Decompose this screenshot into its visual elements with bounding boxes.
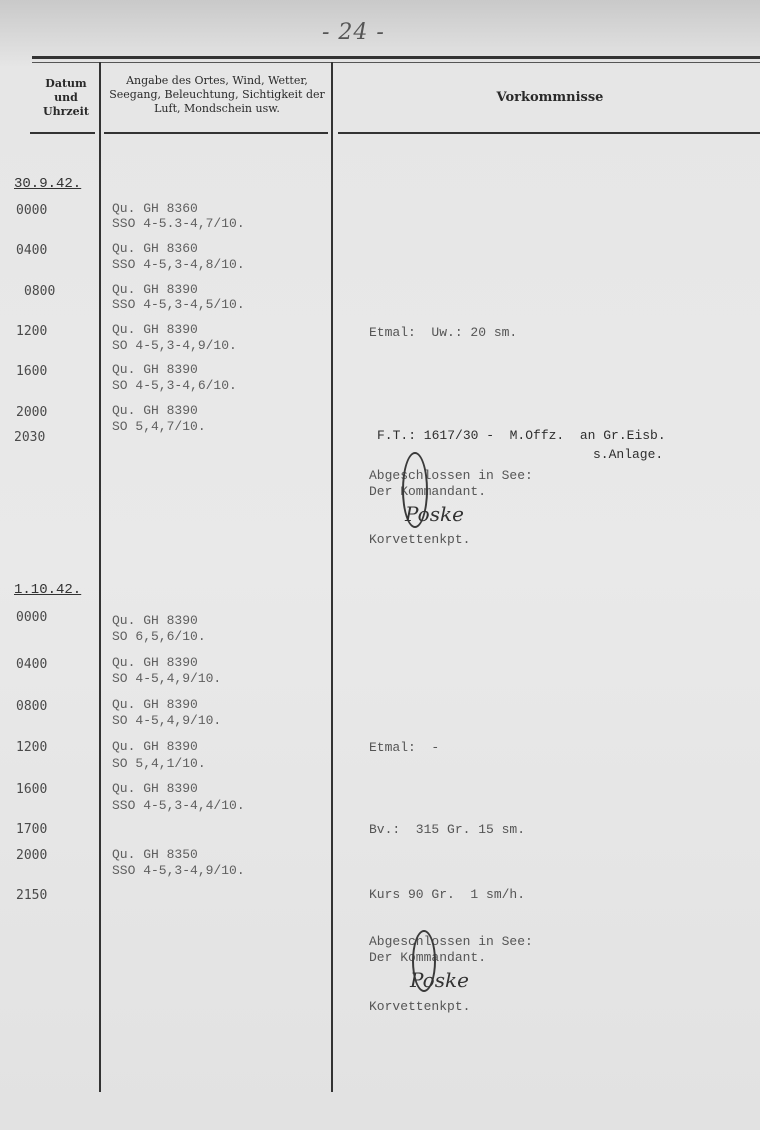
time-entry: 0800 [16, 699, 48, 714]
header-underline-2 [104, 132, 328, 134]
weather-entry: SO 6,5,6/10. [112, 629, 206, 644]
header-date-time: Datum und Uhrzeit [43, 77, 89, 118]
header-underline-3 [338, 132, 760, 134]
position-entry: Qu. GH 8390 [112, 739, 198, 754]
position-entry: Qu. GH 8390 [112, 282, 198, 297]
position-entry: Qu. GH 8390 [112, 403, 198, 418]
closing-rank: Korvettenkpt. [369, 999, 471, 1014]
event-entry: Etmal: - [369, 740, 440, 755]
position-entry: Qu. GH 8390 [112, 655, 198, 670]
time-entry: 1600 [16, 364, 48, 379]
position-entry: Qu. GH 8390 [112, 613, 198, 628]
weather-entry: SO 4-5,4,9/10. [112, 713, 222, 728]
position-entry: Qu. GH 8390 [112, 322, 198, 337]
time-entry: 0000 [16, 203, 48, 218]
time-entry: 2150 [16, 888, 48, 903]
closing-line: Abgeschlossen in See: [369, 468, 533, 483]
header-events: Vorkommnisse [496, 90, 604, 105]
event-entry: F.T.: 1617/30 - M.Offz. an Gr.Eisb. [377, 428, 666, 443]
signature: Poske [410, 968, 469, 992]
event-entry: Etmal: Uw.: 20 sm. [369, 325, 518, 340]
time-entry: 1200 [16, 740, 48, 755]
position-entry: Qu. GH 8360 [112, 241, 198, 256]
weather-entry: SSO 4-5,3-4,9/10. [112, 863, 245, 878]
time-entry: 1700 [16, 822, 48, 837]
top-rule [32, 56, 760, 59]
closing-rank: Korvettenkpt. [369, 532, 471, 547]
weather-entry: SO 4-5,3-4,6/10. [112, 378, 237, 393]
time-entry: 1600 [16, 782, 48, 797]
closing-commander: Der Kommandant. [369, 950, 487, 965]
event-entry-continued: s.Anlage. [593, 447, 664, 462]
top-rule-thin [32, 62, 760, 63]
closing-line: Abgeschlossen in See: [369, 934, 533, 949]
closing-commander: Der Kommandant. [369, 484, 487, 499]
date-heading: 1.10.42. [14, 582, 82, 598]
signature: Poske [405, 502, 464, 526]
column-divider-1 [99, 62, 101, 1092]
time-entry: 0800 [24, 284, 56, 299]
weather-entry: SO 4-5,4,9/10. [112, 671, 222, 686]
weather-entry: SO 4-5,3-4,9/10. [112, 338, 237, 353]
position-entry: Qu. GH 8360 [112, 201, 198, 216]
position-entry: Qu. GH 8390 [112, 362, 198, 377]
event-entry: Kurs 90 Gr. 1 sm/h. [369, 887, 526, 902]
time-entry: 0400 [16, 657, 48, 672]
weather-entry: SSO 4-5.3-4,7/10. [112, 216, 245, 231]
event-entry: Bv.: 315 Gr. 15 sm. [369, 822, 526, 837]
weather-entry: SO 5,4,1/10. [112, 756, 206, 771]
time-entry: 0400 [16, 243, 48, 258]
time-entry: 2000 [16, 405, 48, 420]
weather-entry: SSO 4-5,3-4,8/10. [112, 257, 245, 272]
page-number: - 24 - [322, 20, 385, 45]
column-divider-2 [331, 62, 333, 1092]
position-entry: Qu. GH 8350 [112, 847, 198, 862]
header-location-weather: Angabe des Ortes, Wind, Wetter, Seegang, Beleuchtung, Sichtigkeit der Luft, Mondschein usw. [109, 74, 325, 115]
header-underline-1 [30, 132, 95, 134]
position-entry: Qu. GH 8390 [112, 697, 198, 712]
time-entry: 1200 [16, 324, 48, 339]
date-heading: 30.9.42. [14, 176, 82, 192]
weather-entry: SO 5,4,7/10. [112, 419, 206, 434]
weather-entry: SSO 4-5,3-4,4/10. [112, 798, 245, 813]
weather-entry: SSO 4-5,3-4,5/10. [112, 297, 245, 312]
time-entry: 2000 [16, 848, 48, 863]
time-entry: 2030 [14, 430, 46, 445]
time-entry: 0000 [16, 610, 48, 625]
position-entry: Qu. GH 8390 [112, 781, 198, 796]
